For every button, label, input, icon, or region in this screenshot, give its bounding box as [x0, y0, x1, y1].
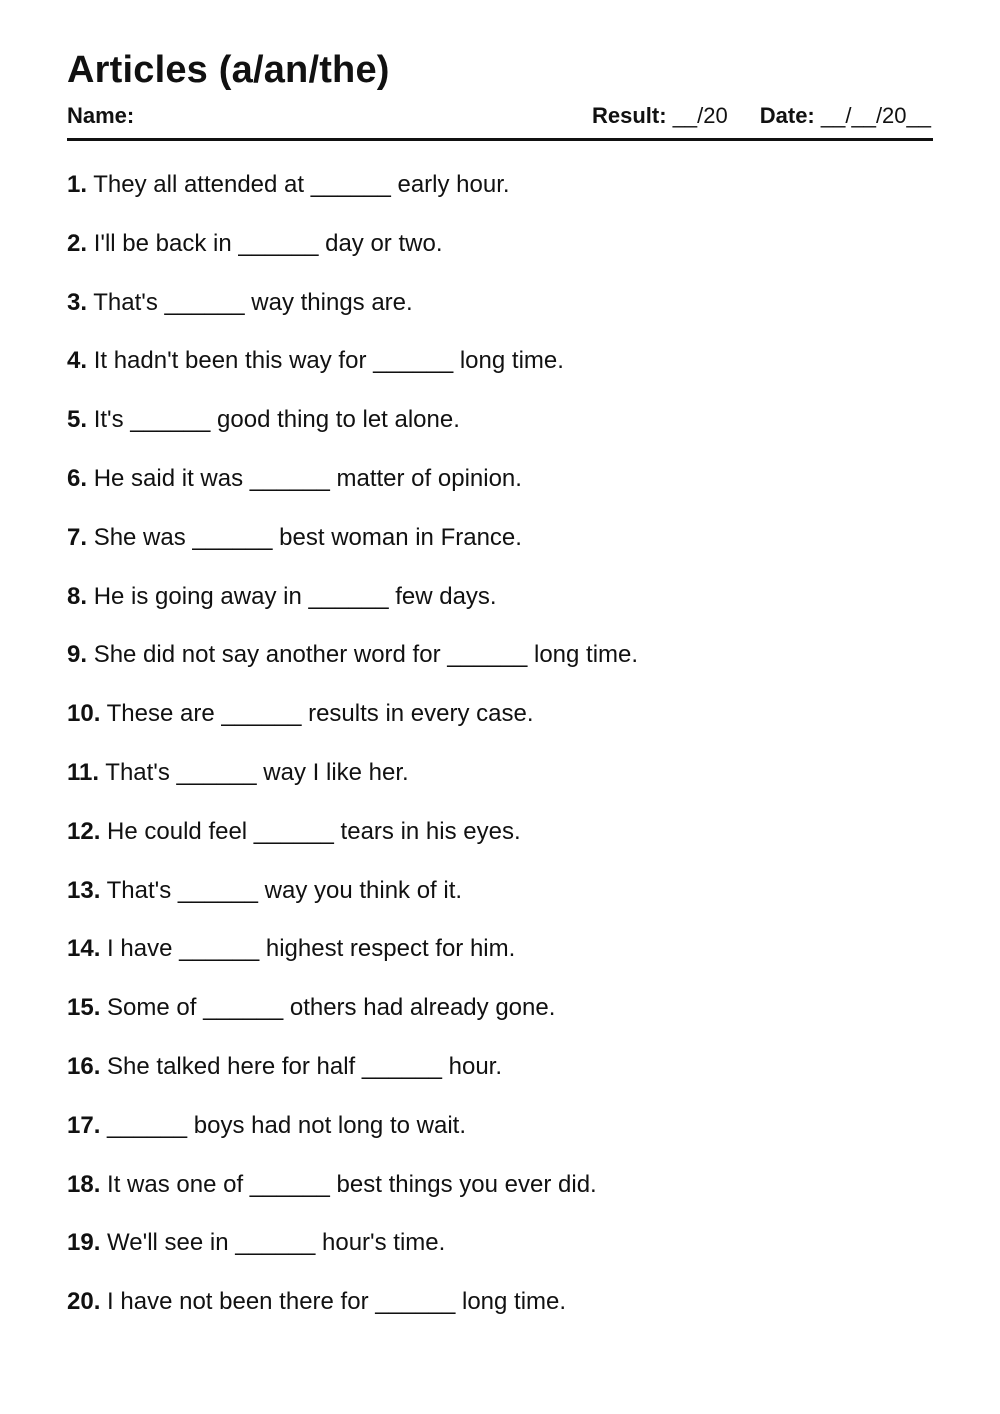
question-item	[67, 638, 638, 697]
question-text: It was one of ______ best things you ever did.	[107, 1170, 597, 1198]
question-text: He could feel ______ tears in his eyes.	[107, 817, 521, 845]
question-item	[67, 991, 638, 1050]
question-number: 8.	[67, 582, 88, 610]
question-number: 15.	[67, 994, 101, 1022]
question-list	[67, 168, 638, 1344]
question-item	[67, 168, 638, 227]
question-item	[67, 815, 638, 874]
question-number: 5.	[67, 406, 88, 434]
worksheet-meta-row	[67, 103, 933, 129]
question-item	[67, 756, 638, 815]
question-item	[67, 462, 638, 521]
question-text: He said it was ______ matter of opinion.	[93, 464, 522, 492]
question-text: That's ______ way you think of it.	[106, 876, 463, 904]
question-item	[67, 1285, 638, 1344]
question-number: 12.	[67, 817, 101, 845]
question-number: 17.	[67, 1111, 101, 1139]
result-label: Result:	[592, 103, 667, 128]
question-item	[67, 227, 638, 286]
question-item	[67, 1109, 638, 1168]
question-item	[67, 344, 638, 403]
question-text: ______ boys had not long to wait.	[107, 1111, 466, 1139]
question-text: We'll see in ______ hour's time.	[107, 1229, 446, 1257]
question-number: 9.	[67, 641, 88, 669]
question-number: 10.	[67, 700, 101, 728]
worksheet-title: Articles (a/an/the)	[67, 49, 390, 91]
question-item	[67, 403, 638, 462]
question-text: She did not say another word for ______ long time.	[93, 641, 639, 669]
question-item	[67, 697, 638, 756]
date-value: __/__/20__	[820, 103, 931, 128]
question-text: That's ______ way I like her.	[105, 758, 409, 786]
question-number: 3.	[67, 288, 88, 316]
result-date-group	[592, 103, 931, 129]
question-item	[67, 1050, 638, 1109]
header-divider	[67, 138, 933, 141]
question-text: She talked here for half ______ hour.	[107, 1052, 503, 1080]
question-text: That's ______ way things are.	[93, 288, 413, 316]
date-label: Date:	[759, 103, 815, 128]
question-item	[67, 521, 638, 580]
question-number: 18.	[67, 1170, 101, 1198]
question-text: Some of ______ others had already gone.	[107, 994, 556, 1022]
question-item	[67, 932, 638, 991]
question-text: They all attended at ______ early hour.	[93, 171, 510, 198]
question-text: These are ______ results in every case.	[106, 700, 534, 728]
question-item	[67, 874, 638, 933]
question-item	[67, 1168, 638, 1227]
question-number: 7.	[67, 523, 88, 551]
question-number: 2.	[67, 229, 88, 257]
question-text: He is going away in ______ few days.	[93, 582, 497, 610]
question-number: 4.	[67, 347, 88, 375]
question-text: She was ______ best woman in France.	[93, 523, 522, 551]
question-item	[67, 1226, 638, 1285]
question-number: 11.	[67, 758, 100, 786]
question-number: 13.	[67, 876, 101, 904]
name-label: Name:	[67, 103, 135, 128]
question-number: 20.	[67, 1288, 101, 1316]
question-number: 1.	[67, 171, 88, 198]
question-number: 16.	[67, 1052, 101, 1080]
question-item	[67, 580, 638, 639]
question-number: 6.	[67, 464, 88, 492]
question-text: I have not been there for ______ long time.	[107, 1288, 567, 1316]
question-item	[67, 286, 638, 345]
question-number: 14.	[67, 935, 101, 963]
question-text: I have ______ highest respect for him.	[107, 935, 516, 963]
result-value: __/20	[672, 103, 728, 128]
question-number: 19.	[67, 1229, 101, 1257]
question-text: It hadn't been this way for ______ long time.	[93, 347, 564, 375]
question-text: It's ______ good thing to let alone.	[93, 406, 460, 434]
question-text: I'll be back in ______ day or two.	[93, 229, 443, 257]
